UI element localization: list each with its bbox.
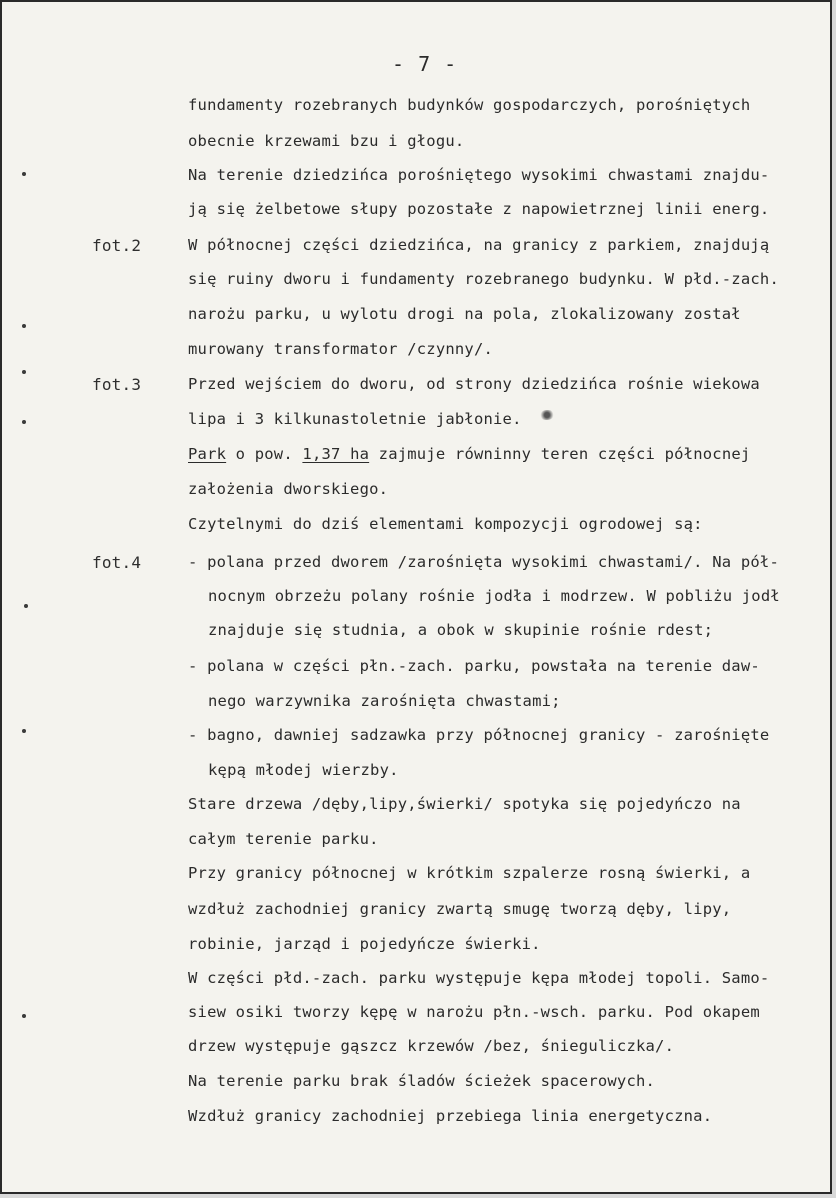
list-item-line: znajduje się studnia, a obok w skupinie rośnie rdest; [208,621,714,639]
list-item-line: - bagno, dawniej sadzawka przy północnej granicy - zarośnięte [188,726,770,744]
speck-mark [22,1014,26,1018]
text-line: Na terenie dziedzińca porośniętego wysokimi chwastami znajdu- [188,166,770,184]
text-line: drzew występuje gąszcz krzewów /bez, śnieguliczka/. [188,1037,675,1055]
text-line: obecnie krzewami bzu i głogu. [188,132,465,150]
margin-note-fot2: fot.2 [92,236,142,255]
text-line: Czytelnymi do dziś elementami kompozycji ogrodowej są: [188,515,703,533]
text-line: narożu parku, u wylotu drogi na pola, zlokalizowany został [188,305,741,323]
margin-note-fot3: fot.3 [92,375,142,394]
margin-note-fot4: fot.4 [92,553,142,572]
speck-mark [22,172,26,176]
text-line: założenia dworskiego. [188,480,389,498]
text-line: całym terenie parku. [188,830,379,848]
page-number: - 7 - [392,52,458,76]
text-line: lipa i 3 kilkunastoletnie jabłonie. [188,410,522,428]
ink-smudge [540,410,554,420]
text-line: ją się żelbetowe słupy pozostałe z napowietrznej linii energ. [188,200,770,218]
list-item-line: - polana przed dworem /zarośnięta wysokimi chwastami/. Na pół- [188,553,779,571]
park-heading: Park [188,445,227,463]
text-line: Stare drzewa /dęby,lipy,świerki/ spotyka się pojedyńczo na [188,795,741,813]
list-item-line: nego warzywnika zarośnięta chwastami; [208,692,561,710]
list-item-line: kępą młodej wierzby. [208,761,399,779]
text-line [188,445,750,463]
speck-mark [22,324,26,328]
park-area: 1,37 ha [302,445,370,463]
text-line: fundamenty rozebranych budynków gospodarczych, porośniętych [188,96,751,114]
speck-mark [24,604,28,608]
text-fragment: o pow. [226,445,303,463]
text-line: Przed wejściem do dworu, od strony dziedzińca rośnie wiekowa [188,375,760,393]
text-line: W północnej części dziedzińca, na granicy z parkiem, znajdują [188,236,770,254]
speck-mark [22,729,26,733]
speck-mark [22,420,26,424]
text-line: murowany transformator /czynny/. [188,340,494,358]
text-fragment: zajmuje równinny teren części północnej [369,445,751,463]
text-line: robinie, jarząd i pojedyńcze świerki. [188,935,541,953]
text-line: Przy granicy północnej w krótkim szpalerze rosną świerki, a [188,864,751,882]
list-item-line: nocnym obrzeżu polany rośnie jodła i modrzew. W pobliżu jodł [208,587,780,605]
text-line: się ruiny dworu i fundamenty rozebranego budynku. W płd.-zach. [188,270,779,288]
speck-mark [22,370,26,374]
text-line: wzdłuż zachodniej granicy zwartą smugę tworzą dęby, lipy, [188,900,732,918]
text-line: Na terenie parku brak śladów ścieżek spacerowych. [188,1072,656,1090]
text-line: W części płd.-zach. parku występuje kępa młodej topoli. Samo- [188,969,770,987]
list-item-line: - polana w części płn.-zach. parku, powstała na terenie daw- [188,657,760,675]
text-line: siew osiki tworzy kępę w narożu płn.-wsch. parku. Pod okapem [188,1003,760,1021]
text-line: Wzdłuż granicy zachodniej przebiega linia energetyczna. [188,1107,713,1125]
